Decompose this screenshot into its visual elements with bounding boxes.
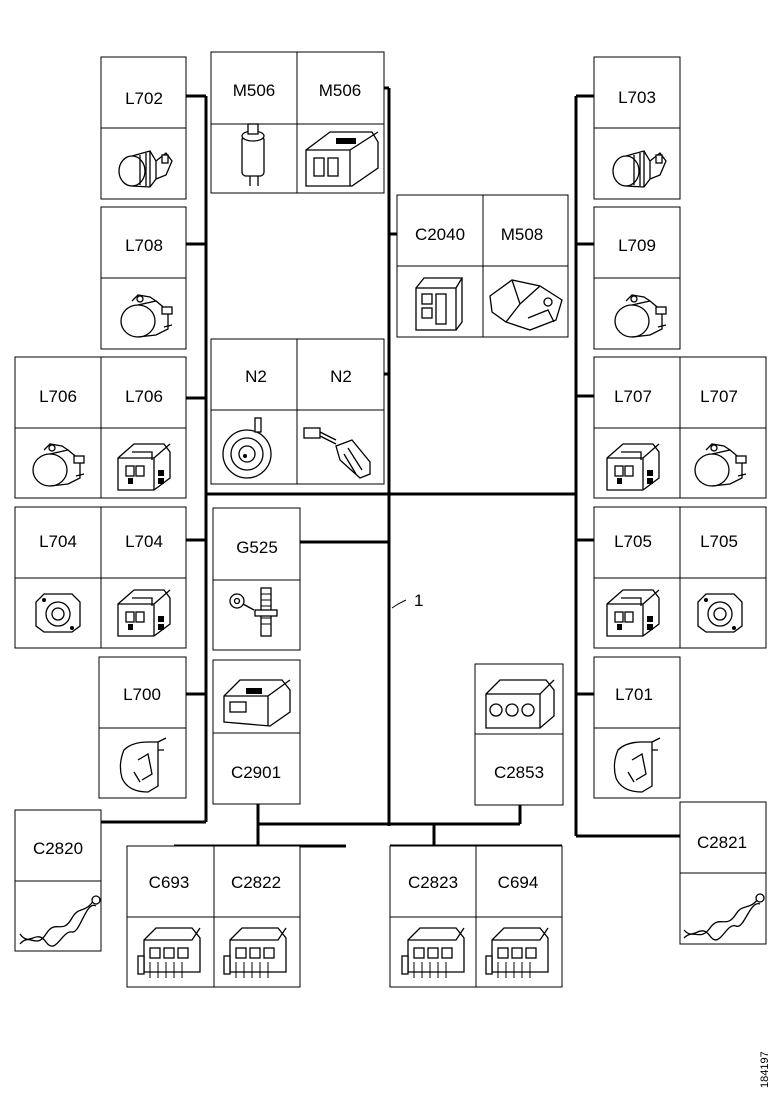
svg-text:M506: M506	[232, 81, 276, 100]
component-C2820[interactable]	[15, 810, 101, 951]
svg-text:L700: L700	[123, 685, 161, 704]
component-L701[interactable]	[594, 657, 680, 798]
svg-text:C693: C693	[148, 873, 190, 892]
component-G525[interactable]	[213, 508, 300, 650]
socket-lamp-icon	[698, 594, 742, 632]
svg-text:G525: G525	[236, 538, 278, 557]
component-C2823[interactable]	[390, 846, 562, 987]
component-C2821[interactable]	[680, 802, 766, 944]
component-C2853[interactable]	[475, 664, 563, 805]
component-L707[interactable]	[594, 357, 766, 498]
connector-icon	[486, 680, 554, 728]
svg-text:L707: L707	[700, 387, 738, 406]
svg-text:N2: N2	[330, 367, 352, 386]
svg-text:C2822: C2822	[230, 873, 282, 892]
component-L708[interactable]	[101, 207, 186, 349]
svg-text:L709: L709	[618, 236, 656, 255]
component-C2040[interactable]	[397, 195, 568, 337]
svg-text:L706: L706	[125, 387, 163, 406]
svg-text:M506: M506	[318, 81, 362, 100]
socket-lamp-icon	[36, 594, 80, 632]
svg-text:L706: L706	[39, 387, 77, 406]
component-C2822[interactable]	[214, 846, 300, 987]
component-C693[interactable]	[127, 846, 214, 987]
connector-icon	[224, 680, 290, 726]
svg-text:C2821: C2821	[696, 833, 748, 852]
component-L709[interactable]	[594, 207, 680, 349]
component-L705[interactable]	[594, 507, 766, 648]
svg-text:L705: L705	[700, 532, 738, 551]
component-C2901[interactable]	[213, 660, 300, 804]
svg-text:L701: L701	[615, 685, 653, 704]
component-L700[interactable]	[99, 657, 186, 798]
component-L703[interactable]	[594, 57, 680, 199]
svg-text:L703: L703	[618, 88, 656, 107]
svg-text:C2040: C2040	[414, 225, 466, 244]
svg-text:L704: L704	[125, 532, 163, 551]
connector-icon	[607, 590, 659, 636]
harness-wiring	[100, 88, 680, 846]
svg-text:N2: N2	[245, 367, 267, 386]
svg-text:L702: L702	[125, 89, 163, 108]
svg-text:C2853: C2853	[493, 763, 545, 782]
document-id: 184197	[759, 1051, 771, 1088]
connector-icon	[607, 444, 659, 490]
connector-icon	[118, 590, 170, 636]
component-N2[interactable]	[211, 339, 384, 484]
component-L706[interactable]	[15, 357, 186, 498]
svg-text:L704: L704	[39, 532, 77, 551]
svg-text:L708: L708	[125, 236, 163, 255]
svg-text:C2823: C2823	[407, 873, 459, 892]
component-L702[interactable]	[101, 57, 186, 199]
component-L704[interactable]	[15, 507, 186, 648]
svg-text:C2901: C2901	[230, 763, 282, 782]
svg-text:M508: M508	[500, 225, 544, 244]
component-M506[interactable]	[211, 52, 384, 193]
svg-text:C694: C694	[497, 873, 539, 892]
connector-icon	[118, 444, 170, 490]
svg-text:L705: L705	[614, 532, 652, 551]
harness-label: 1	[414, 591, 424, 610]
svg-text:L707: L707	[614, 387, 652, 406]
svg-text:C2820: C2820	[32, 839, 84, 858]
